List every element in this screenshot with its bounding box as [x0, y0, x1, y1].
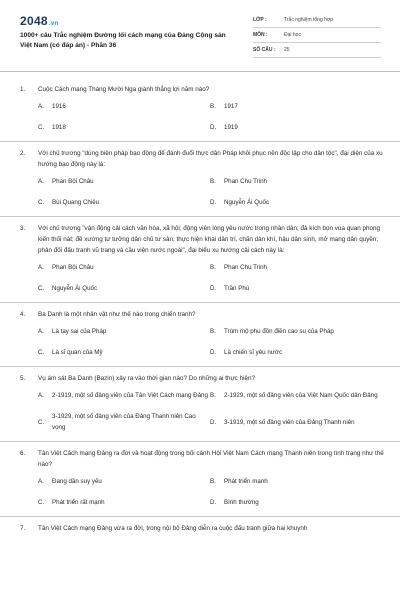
meta-row-class — [253, 13, 381, 28]
option-text: Là sĩ quan của Mỹ — [52, 349, 103, 356]
meta-row-count — [253, 43, 381, 58]
question-7 — [0, 517, 400, 542]
option-letter: B. — [210, 264, 216, 271]
option-text: Đang dần suy yếu — [52, 478, 102, 485]
option-text: Phan Chu Trinh — [224, 178, 267, 185]
option-b[interactable] — [210, 176, 382, 187]
option-letter: A. — [38, 478, 44, 485]
question-list — [0, 78, 400, 542]
question-5 — [0, 367, 400, 442]
question-6 — [0, 442, 400, 517]
option-text: Phan Chu Trinh — [224, 264, 267, 271]
meta-label: SỐ CÂU : — [253, 47, 276, 53]
meta-label: MÔN : — [253, 32, 268, 38]
option-letter: C. — [38, 199, 45, 206]
options-grid — [38, 101, 386, 133]
option-letter: A. — [38, 264, 44, 271]
option-text: Phan Bội Châu — [52, 178, 94, 185]
option-d[interactable] — [210, 197, 382, 208]
meta-value: 25 — [284, 47, 290, 53]
option-text: 1917 — [224, 103, 238, 110]
option-c[interactable] — [38, 347, 210, 358]
option-text: 3-1929, một số đảng viên của Đảng Thanh niên Cao vọng — [52, 413, 196, 431]
option-text: Phát triển mạnh — [224, 478, 268, 485]
option-b[interactable] — [210, 326, 382, 337]
question-number: 7. — [20, 525, 26, 532]
question-text: Ba Danh là một nhân vật như thế nào trong chiến tranh? — [38, 311, 196, 318]
option-letter: A. — [38, 392, 44, 399]
question-text: Cuộc Cách mạng Tháng Mười Nga giành thắng lợi năm nào? — [38, 86, 210, 93]
option-c[interactable] — [38, 411, 210, 433]
option-a[interactable] — [38, 476, 210, 487]
option-d[interactable] — [210, 283, 382, 294]
option-letter: C. — [38, 285, 45, 292]
options-grid — [38, 326, 386, 358]
option-c[interactable] — [38, 283, 210, 294]
option-text: 2-1919, một số đảng viên của Tân Việt Cách mạng Đảng — [52, 392, 208, 399]
option-letter: B. — [210, 178, 216, 185]
option-letter: C. — [38, 418, 45, 426]
question-text: Tân Việt Cách mạng Đảng vừa ra đời, trong nội bộ Đảng diễn ra cuộc đấu tranh giữa hai khuynh — [38, 525, 308, 532]
option-c[interactable] — [38, 122, 210, 133]
meta-row-subject — [253, 28, 381, 43]
option-b[interactable] — [210, 476, 382, 487]
option-a[interactable] — [38, 390, 210, 401]
options-grid — [38, 176, 386, 208]
question-number: 2. — [20, 150, 26, 157]
option-text: 1919 — [224, 124, 238, 131]
question-number: 6. — [20, 450, 26, 457]
option-text: 1916 — [52, 103, 66, 110]
option-letter: A. — [38, 178, 44, 185]
option-letter: C. — [38, 349, 45, 356]
option-a[interactable] — [38, 326, 210, 337]
option-b[interactable] — [210, 262, 382, 273]
question-1 — [0, 78, 400, 142]
question-number: 5. — [20, 375, 26, 382]
option-text: 1918 — [52, 124, 66, 131]
option-text: Trùm mộ phu đồn điền cao su của Pháp — [224, 328, 334, 335]
option-letter: C. — [38, 499, 45, 506]
option-c[interactable] — [38, 497, 210, 508]
option-d[interactable] — [210, 347, 382, 358]
option-text: 3-1919, một số đảng viên của Đảng Thanh niên — [224, 418, 355, 426]
option-text: 2-1929, một số đảng viên của Việt Nam Quốc dân Đảng — [224, 392, 378, 399]
meta-label: LỚP : — [253, 17, 267, 23]
logo-suffix: .vn — [48, 21, 59, 27]
option-letter: D. — [210, 499, 217, 506]
option-text: Phan Bội Châu — [52, 264, 94, 271]
option-letter: D. — [210, 124, 217, 131]
options-grid — [38, 262, 386, 294]
question-4 — [0, 303, 400, 367]
option-letter: D. — [210, 199, 217, 206]
option-text: Nguyễn Ái Quốc — [224, 199, 270, 206]
question-number: 4. — [20, 311, 26, 318]
question-text: Vụ ám sát Ba Danh (Bazin) xảy ra vào thời gian nào? Do những ai thực hiện? — [38, 375, 255, 382]
option-text: Trần Phú — [224, 285, 250, 292]
option-letter: A. — [38, 103, 44, 110]
worksheet-header — [0, 0, 400, 72]
meta-table — [253, 13, 381, 58]
option-text: Là tay sai của Pháp — [52, 328, 107, 335]
option-letter: D. — [210, 349, 217, 356]
question-text: Tân Việt Cách mạng Đảng ra đời và hoạt động trong bối cảnh Hội Việt Nam Cách mạng Thanh niên trong tình trạng như thế nào? — [38, 450, 384, 468]
meta-value: Đại học — [284, 32, 301, 38]
option-letter: C. — [38, 124, 45, 131]
option-text: Phát triển rất mạnh — [52, 499, 105, 506]
option-letter: B. — [210, 478, 216, 485]
option-letter: B. — [210, 392, 216, 399]
question-3 — [0, 217, 400, 303]
option-b[interactable] — [210, 101, 382, 112]
options-grid — [38, 476, 386, 508]
question-2 — [0, 142, 400, 217]
option-letter: B. — [210, 103, 216, 110]
option-letter: A. — [38, 328, 44, 335]
option-d[interactable] — [210, 411, 382, 433]
option-a[interactable] — [38, 176, 210, 187]
question-text: Với chủ trương "vận động cải cách văn hóa, xã hội; động viên lòng yêu nước trong nhân dân; đả kích bọn vua quan phong kiến thối nát; đề xướng tư tưởng dân chủ tư sản; thực hiện khai dân trí, chấn dân khí, hậu dân sinh, mở mang dân quyền; phản đối đấu tranh vũ trang và cầu viện nước ngoài", đại biểu xu hướng cải cách này là: — [38, 225, 380, 254]
option-text: Nguyễn Ái Quốc — [52, 285, 98, 292]
meta-value: Trắc nghiệm tổng hợp — [284, 17, 333, 23]
option-letter: B. — [210, 328, 216, 335]
option-text: Bùi Quang Chiêu — [52, 199, 100, 206]
site-logo[interactable] — [20, 14, 58, 28]
question-number: 3. — [20, 225, 26, 232]
option-letter: D. — [210, 285, 217, 292]
option-letter: D. — [210, 418, 217, 426]
question-text: Với chủ trương "dùng biện pháp bạo động để đánh đuổi thực dân Pháp khôi phục nền độc lập cho dân tộc", đại diện của xu hướng bạo động này là: — [38, 150, 383, 168]
logo-text: 2048 — [20, 14, 48, 28]
options-grid — [38, 390, 386, 433]
option-d[interactable] — [210, 497, 382, 508]
option-c[interactable] — [38, 197, 210, 208]
option-text: Là chiến sĩ yêu nước — [224, 349, 283, 356]
option-a[interactable] — [38, 262, 210, 273]
document-title: 1000+ câu Trắc nghiệm Đường lối cách mạng của Đảng Cộng sản Việt Nam (có đáp án) - Phần 36 — [20, 32, 226, 49]
option-a[interactable] — [38, 101, 210, 112]
option-d[interactable] — [210, 122, 382, 133]
option-b[interactable] — [210, 390, 382, 401]
question-number: 1. — [20, 86, 26, 93]
option-text: Bình thường — [224, 499, 259, 506]
